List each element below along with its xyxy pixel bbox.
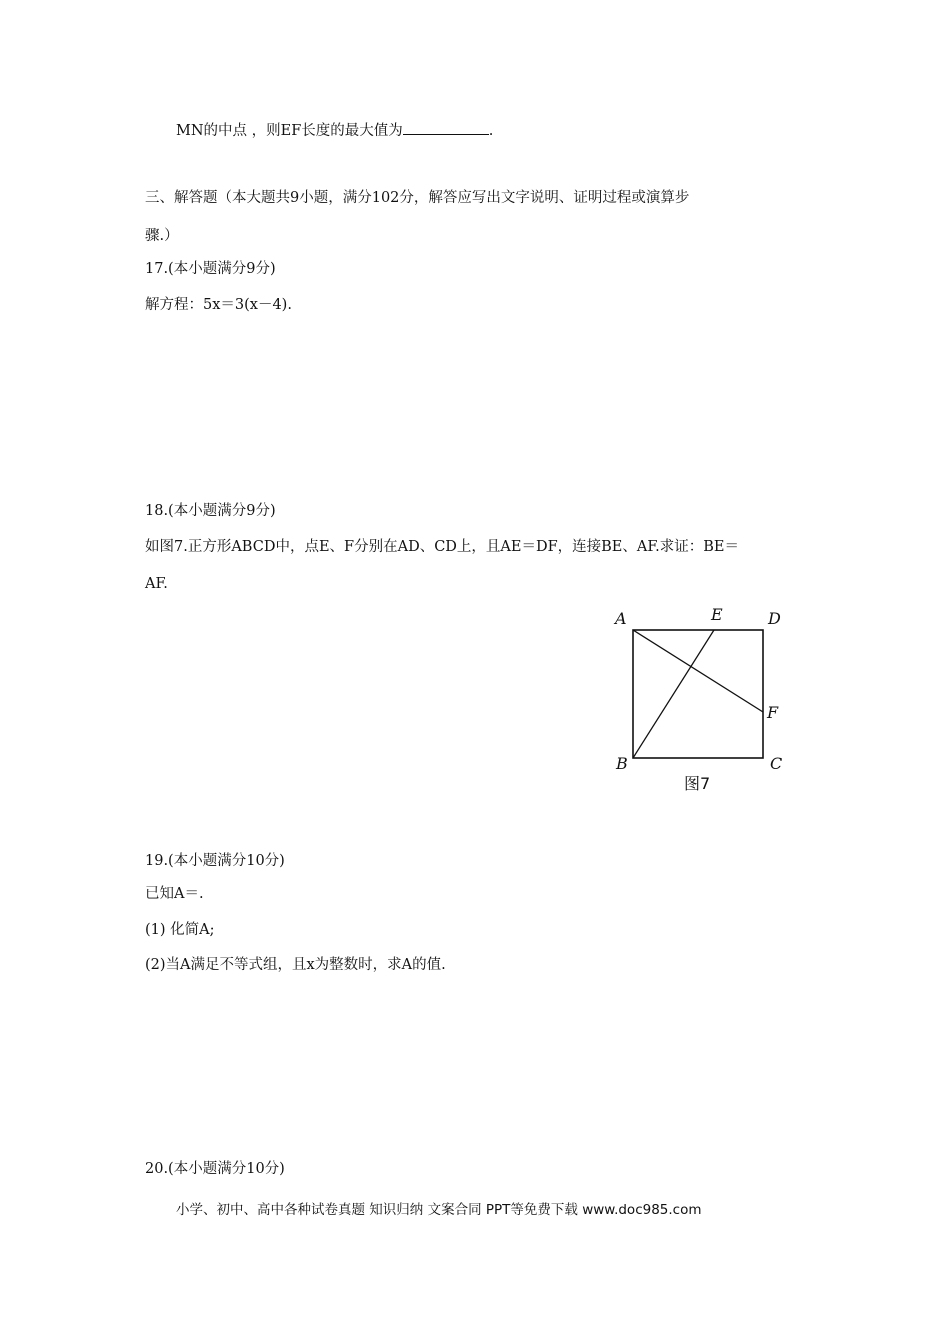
q16-tail-text: MN的中点 ，则EF长度的最大值为 [176, 123, 403, 139]
square-abcd [633, 630, 763, 758]
figure-caption: 图7 [684, 774, 711, 793]
section3-heading-line2: 骤.） [145, 228, 179, 244]
label-b: B [616, 754, 628, 773]
footer-promo: 小学、初中、高中各种试卷真题 知识归纳 文案合同 PPT等免费下载 www.doc985.com [176, 1202, 702, 1218]
q16-tail-line [176, 122, 493, 139]
q17-header: 17.(本小题满分9分) [145, 261, 276, 277]
q16-tail-end: . [488, 123, 494, 139]
figure-7-square-diagram [605, 600, 805, 800]
label-f: F [767, 703, 779, 722]
section3-heading-line1: 三、解答题（本大题共9小题，满分102分，解答应写出文字说明、证明过程或演算步 [145, 190, 690, 206]
q18-body-line2: AF. [145, 576, 168, 592]
segment-be [633, 630, 714, 758]
q17-body: 解方程：5x＝3(x－4). [145, 297, 292, 313]
q19-part1: (1) 化简A; [145, 922, 215, 938]
segment-af [633, 630, 763, 712]
label-c: C [770, 754, 783, 773]
q19-part2: (2)当A满足不等式组，且x为整数时，求A的值. [145, 957, 446, 973]
q18-body-line1: 如图7.正方形ABCD中，点E、F分别在AD、CD上，且AE＝DF，连接BE、AF.求证：BE＝ [145, 539, 740, 555]
label-a: A [615, 609, 627, 628]
q19-header: 19.(本小题满分10分) [145, 853, 285, 869]
q20-header: 20.(本小题满分10分) [145, 1161, 285, 1177]
answer-blank [403, 122, 489, 135]
label-e: E [711, 605, 723, 624]
q19-body: 已知A＝. [145, 886, 204, 902]
label-d: D [768, 609, 781, 628]
q18-header: 18.(本小题满分9分) [145, 503, 276, 519]
